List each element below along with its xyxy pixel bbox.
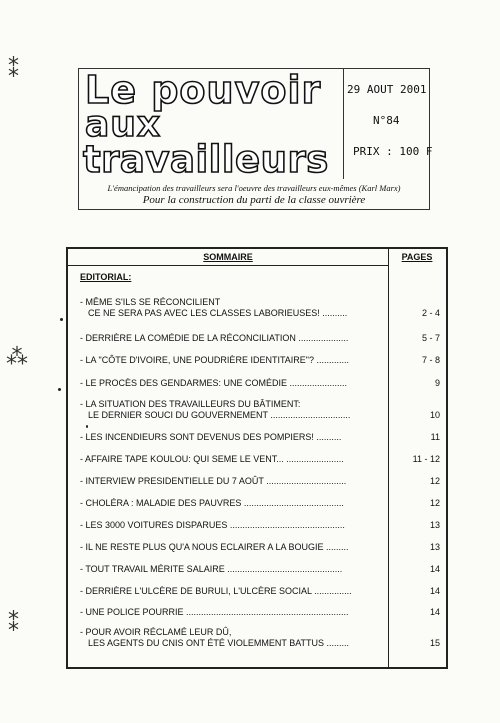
page-range: 11 (430, 432, 440, 442)
page-range: 2 - 4 (421, 308, 440, 318)
margin-mark-middle: ⁂ (6, 345, 28, 370)
page-range: 5 - 7 (421, 333, 440, 343)
page-range: 13 (429, 520, 440, 530)
page-range: 14 (429, 607, 440, 617)
scan-speck (58, 388, 61, 391)
toc-entry-pages (388, 542, 446, 553)
masthead (78, 68, 433, 210)
toc-entry-pages (388, 586, 446, 597)
toc-entry-pages (388, 607, 446, 618)
masthead-slogan: Pour la construction du parti de la classe ouvrière (142, 194, 366, 206)
toc-entry-title: - CHOLÉRA : MALADIE DES PAUVRES ........................................ (80, 498, 344, 508)
page-range: 7 - 8 (421, 355, 440, 365)
margin-mark-top: ⁑ (8, 58, 19, 83)
toc-entry-pages (388, 410, 446, 421)
toc-entry-title: - DERRIÈRE L'ULCÈRE DE BURULI, L'ULCÈRE SOCIAL ............... (80, 586, 352, 596)
issue-number: N°84 (373, 114, 400, 127)
toc-entry-title: - TOUT TRAVAIL MÉRITE SALAIRE .............................................. (80, 564, 343, 574)
toc-entry-title: - DERRIÈRE LA COMÉDIE DE LA RÉCONCILIATION .................... (80, 333, 349, 343)
editorial-label: EDITORIAL: (80, 272, 132, 282)
toc-entry (80, 432, 386, 443)
page-range: 9 (434, 378, 440, 388)
masthead-title-box (79, 69, 344, 179)
toc-entry-pages (388, 476, 446, 487)
toc-entry-title: - MÊME S'ILS SE RÉCONCILIENT (80, 297, 221, 307)
toc-entry-title: - LE PROCÈS DES GENDARMES: UNE COMÉDIE ....................... (80, 378, 348, 388)
masthead-motto: L'émancipation des travailleurs sera l'oeuvre des travailleurs eux-mêmes (Karl Marx) (107, 183, 401, 193)
toc-entry (80, 586, 386, 597)
table-of-contents (66, 247, 448, 669)
toc-entry-title: - AFFAIRE TAPE KOULOU: QUI SEME LE VENT... ....................... (80, 454, 344, 464)
toc-entry-title-cont: LE DERNIER SOUCI DU GOUVERNEMENT ................................ (88, 410, 351, 420)
toc-entry (80, 498, 386, 509)
pages-heading: PAGES (401, 252, 433, 262)
masthead-title-line1: Le pouvoir (85, 68, 322, 112)
toc-entry-pages (388, 498, 446, 509)
toc-entry (80, 454, 386, 465)
toc-entry (80, 627, 386, 649)
toc-entry-title: - LA SITUATION DES TRAVAILLEURS DU BÂTIMENT: (80, 399, 301, 409)
toc-entry (80, 542, 386, 553)
toc-entry-title: - IL NE RESTE PLUS QU'A NOUS ECLAIRER A LA BOUGIE ......... (80, 542, 349, 552)
toc-entry (80, 297, 386, 319)
toc-entry-pages (388, 432, 446, 443)
toc-entry-pages (388, 333, 446, 344)
toc-entry-pages (388, 520, 446, 531)
toc-entry-pages (388, 355, 446, 366)
toc-entry (80, 476, 386, 487)
toc-entry (80, 607, 386, 618)
toc-entry-title: - LA "CÔTE D'IVOIRE, UNE POUDRIÈRE IDENTITAIRE"? ............. (80, 355, 349, 365)
toc-entry (80, 355, 386, 366)
page-range: 12 (429, 498, 440, 508)
toc-entry (80, 564, 386, 575)
page-range: 14 (429, 586, 440, 596)
toc-entry (80, 333, 386, 344)
toc-entry-pages (388, 378, 446, 389)
page-range: 12 (429, 476, 440, 486)
header-underline (68, 265, 388, 266)
toc-entry (80, 378, 386, 389)
page-range: 13 (429, 542, 440, 552)
masthead-info-box (343, 69, 433, 179)
toc-entry-title: - INTERVIEW PRESIDENTIELLE DU 7 AOÛT ................................ (80, 476, 347, 486)
issue-date: 29 AOUT 2001 (347, 83, 427, 96)
page-range: 11 - 12 (412, 454, 440, 464)
toc-entry-pages (388, 308, 446, 319)
toc-entry-title-cont: CE NE SERA PAS AVEC LES CLASSES LABORIEUSES! .......... (88, 308, 348, 318)
page-range: 10 (429, 410, 440, 420)
toc-entry-pages (388, 564, 446, 575)
margin-mark-bottom: ⁑ (8, 612, 19, 637)
masthead-title-line3: travailleurs (83, 138, 329, 181)
issue-price: PRIX : 100 F (353, 145, 433, 158)
toc-entry-pages (388, 638, 446, 649)
toc-entry (80, 399, 386, 421)
toc-entry-title: - LES INCENDIEURS SONT DEVENUS DES POMPIERS! .......... (80, 432, 342, 442)
masthead-title-line2: aux (85, 104, 162, 145)
page-range: 14 (429, 564, 440, 574)
scan-speck (60, 318, 63, 321)
toc-heading: SOMMAIRE (203, 252, 253, 262)
toc-entry-pages (388, 454, 446, 465)
toc-entry-title: - UNE POLICE POURRIE ................................................................. (80, 607, 349, 617)
toc-entry-title: - LES 3000 VOITURES DISPARUES .............................................. (80, 520, 345, 530)
page-range: 15 (429, 638, 440, 648)
toc-entry (80, 520, 386, 531)
toc-entry-title-cont: LES AGENTS DU CNIS ONT ÉTÉ VIOLEMMENT BATTUS ......... (88, 638, 350, 648)
toc-entry-title: - POUR AVOIR RÉCLAMÉ LEUR DÛ, (80, 627, 232, 637)
